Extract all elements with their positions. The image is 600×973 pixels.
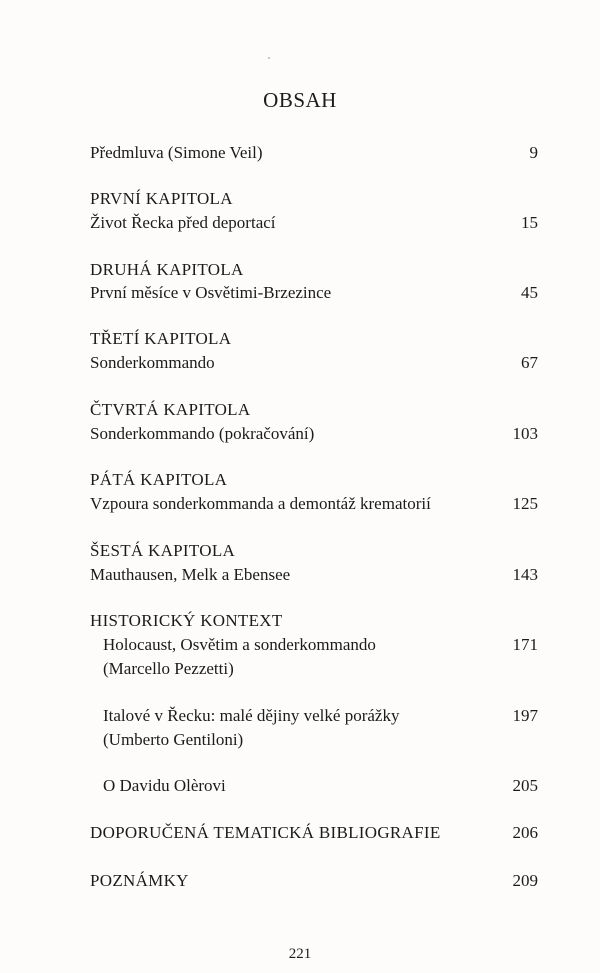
chapter-heading-2: DRUHÁ KAPITOLA bbox=[90, 260, 244, 279]
entry-page-number: 125 bbox=[512, 494, 538, 513]
entry-title: První měsíce v Osvětimi-Brzezince bbox=[90, 283, 332, 302]
entry-page-number: 67 bbox=[521, 353, 538, 372]
entry-title: Vzpoura sonderkommanda a demontáž krematorií bbox=[90, 494, 431, 513]
section-heading-context: HISTORICKÝ KONTEXT bbox=[90, 611, 283, 630]
paper-speck bbox=[268, 57, 270, 59]
entry-page-number: 143 bbox=[512, 565, 538, 584]
entry-title: Život Řecka před deportací bbox=[90, 213, 276, 232]
entry-page-number: 205 bbox=[512, 776, 538, 795]
section-heading-notes: POZNÁMKY bbox=[90, 871, 189, 890]
entry-page-number: 206 bbox=[512, 823, 538, 842]
entry-title: Mauthausen, Melk a Ebensee bbox=[90, 565, 291, 584]
chapter-heading-3: TŘETÍ KAPITOLA bbox=[90, 329, 232, 348]
entry-author: (Umberto Gentiloni) bbox=[103, 730, 244, 749]
entry-page-number: 45 bbox=[521, 283, 538, 302]
entry-page-number: 9 bbox=[529, 143, 538, 162]
footer-page-number: 221 bbox=[288, 946, 312, 962]
entry-page-number: 171 bbox=[512, 635, 538, 654]
entry-title: Předmluva (Simone Veil) bbox=[90, 143, 263, 162]
chapter-heading-1: PRVNÍ KAPITOLA bbox=[90, 189, 233, 208]
section-heading-bibliography: DOPORUČENÁ TEMATICKÁ BIBLIOGRAFIE bbox=[90, 823, 441, 842]
entry-page-number: 197 bbox=[512, 706, 538, 725]
entry-title: O Davidu Olèrovi bbox=[103, 776, 226, 795]
chapter-heading-6: ŠESTÁ KAPITOLA bbox=[90, 541, 236, 560]
entry-page-number: 15 bbox=[521, 213, 538, 232]
entry-title: Sonderkommando (pokračování) bbox=[90, 424, 315, 443]
entry-page-number: 209 bbox=[512, 871, 538, 890]
chapter-heading-4: ČTVRTÁ KAPITOLA bbox=[90, 400, 251, 419]
entry-page-number: 103 bbox=[512, 424, 538, 443]
entry-title: Italové v Řecku: malé dějiny velké porážky bbox=[103, 706, 400, 725]
entry-author: (Marcello Pezzetti) bbox=[103, 659, 234, 678]
entry-title: Holocaust, Osvětim a sonderkommando bbox=[103, 635, 376, 654]
entry-title: Sonderkommando bbox=[90, 353, 215, 372]
chapter-heading-5: PÁTÁ KAPITOLA bbox=[90, 470, 228, 489]
page-title: OBSAH bbox=[263, 88, 337, 112]
